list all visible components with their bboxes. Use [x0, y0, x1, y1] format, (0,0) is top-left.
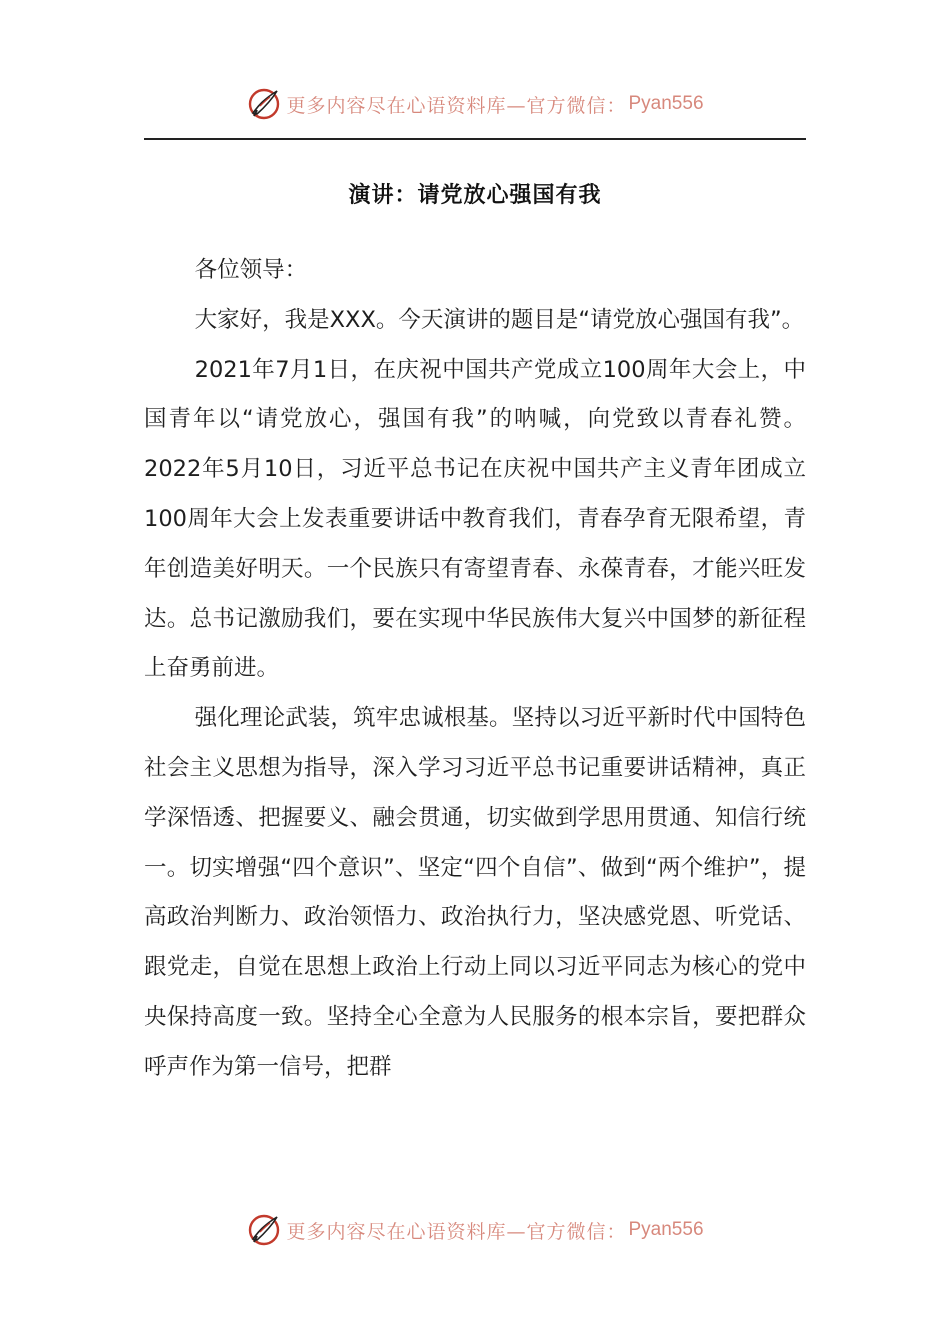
paragraph: 大家好，我是XXX。今天演讲的题目是“请党放心强国有我”。 — [194, 306, 805, 333]
salutation: 各位领导： — [194, 257, 308, 283]
banner-text: 更多内容尽在心语资料库—官方微信： — [286, 1220, 627, 1243]
paragraph: 强化理论武装，筑牢忠诚根基。坚持以习近平新时代中国特色社会主义思想为指导，深入学习习近平总书记重要讲话精神，真正学深悟透、把握要义、融会贯通，切实做到学思用贯通、知信行统一。切实增强“四个意识”、坚定“四个自信”、做到“两个维护”，提高政治判断力、政治领悟力、政治执行力，坚决感党恩、听党话、跟党走，自觉在思想上政治上行动上同以习近平同志为核心的党中央保持高度一致。坚持全心全意为人民服务的根本宗旨，要把群众呼声作为第一信号，把群 — [144, 705, 806, 1080]
wechat-id: Pyan556 — [628, 1219, 704, 1240]
footer-banner — [0, 1208, 950, 1252]
header-divider — [144, 138, 806, 140]
quill-pen-logo-icon — [246, 1212, 282, 1248]
header-banner — [0, 82, 950, 126]
quill-pen-logo-icon — [246, 86, 282, 122]
page-title: 演讲：请党放心强国有我 — [348, 183, 602, 208]
paragraph: 2021年7月1日，在庆祝中国共产党成立100周年大会上，中国青年以“请党放心，强国有我”的呐喊，向党致以青春礼赞。2022年5月10日，习近平总书记在庆祝中国共产主义青年团成立100周年大会上发表重要讲话中教育我们，青春孕育无限希望，青年创造美好明天。一个民族只有寄望青春、永葆青春，才能兴旺发达。总书记激励我们，要在实现中华民族伟大复兴中国梦的新征程上奋勇前进。 — [144, 356, 806, 682]
document-body — [144, 246, 806, 1093]
banner-text: 更多内容尽在心语资料库—官方微信： — [286, 94, 627, 117]
wechat-id: Pyan556 — [628, 93, 704, 114]
